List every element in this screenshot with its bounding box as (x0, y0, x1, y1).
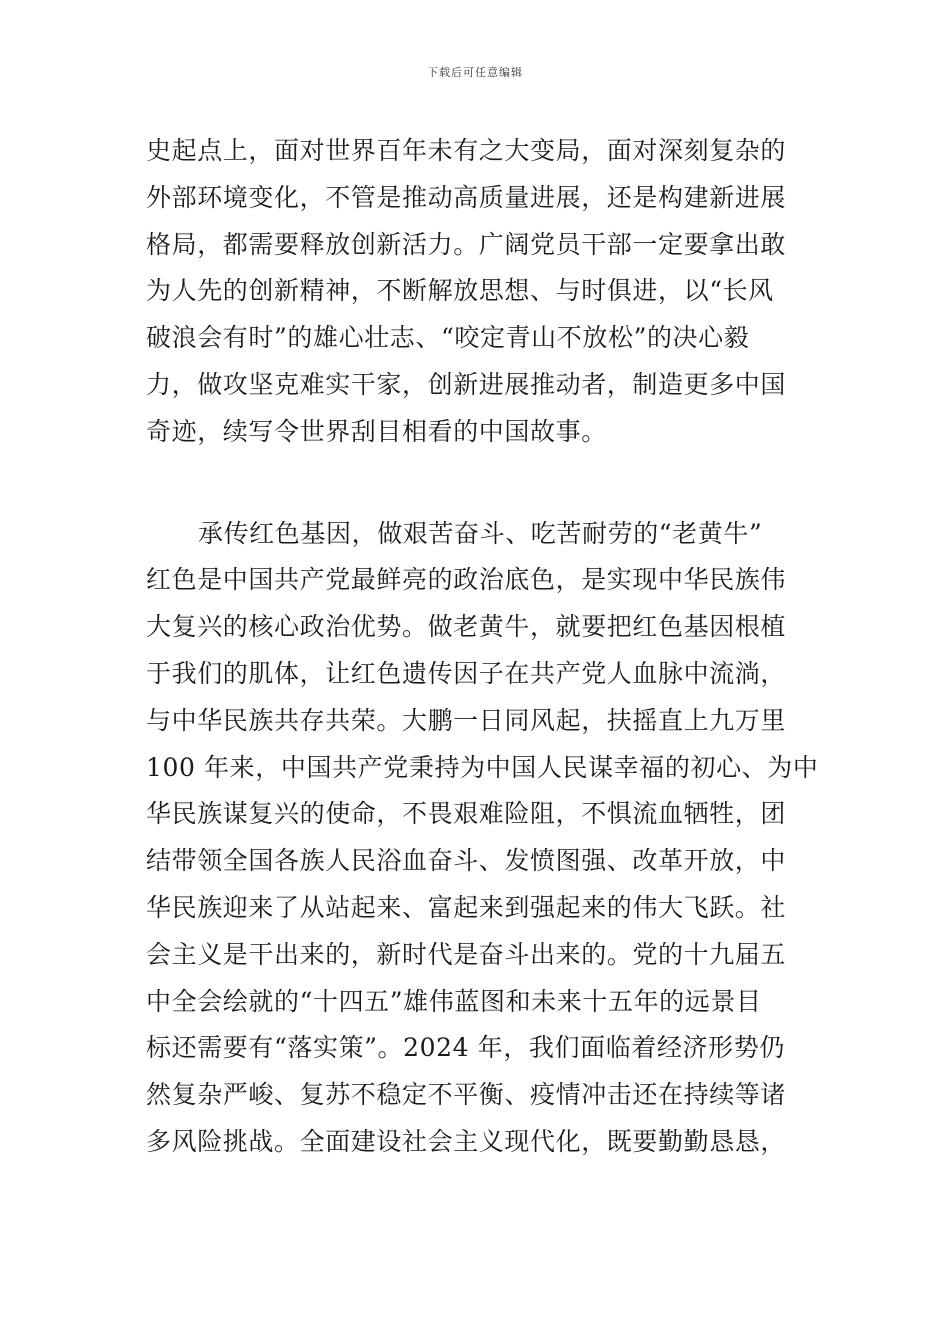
text-line: 外部环境变化，不管是推动高质量进展，还是构建新进展 (146, 182, 787, 212)
text-line: 力，做攻坚克难实干家，创新进展推动者，制造更多中国 (146, 369, 787, 399)
text-line: 华民族谋复兴的使命，不畏艰难险阻，不惧流血牺牲，团 (146, 799, 787, 829)
text-line: 结带领全国各族人民浴血奋斗、发愤图强、改革开放，中 (146, 846, 787, 876)
text-line: 于我们的肌体，让红色遗传因子在共产党人血脉中流淌， (146, 658, 787, 688)
text-line: 然复杂严峻、复苏不稳定不平衡、疫情冲击还在持续等诸 (146, 1080, 787, 1110)
text-line: 红色是中国共产党最鲜亮的政治底色，是实现中华民族伟 (146, 565, 787, 595)
text-line: 大复兴的核心政治优势。做老黄牛，就要把红色基因根植 (146, 612, 787, 642)
text-line: 史起点上，面对世界百年未有之大变局，面对深刻复杂的 (146, 136, 787, 165)
text-line: 标还需要有“落实策”。2024 年，我们面临着经济形势仍 (146, 1033, 785, 1063)
paragraph-1 (146, 128, 806, 456)
text-line: 破浪会有时”的雄心壮志、“咬定青山不放松”的决心毅 (146, 323, 750, 353)
page-header: 下载后可任意编辑 (427, 66, 523, 79)
text-line: 会主义是干出来的，新时代是奋斗出来的。党的十九届五 (146, 939, 787, 969)
text-line: 为人先的创新精神，不断解放思想、与时俱进，以“长风 (146, 276, 774, 306)
text-line: 华民族迎来了从站起来、富起来到强起来的伟大飞跃。社 (146, 892, 787, 922)
text-line: 与中华民族共存共荣。大鹏一日同风起，扶摇直上九万里 (146, 705, 787, 735)
text-line: 中全会绘就的“十四五”雄伟蓝图和未来十五年的远景目 (146, 986, 762, 1016)
paragraph-2 (146, 511, 819, 1166)
text-line: 100 年来，中国共产党秉持为中国人民谋幸福的初心、为中 (146, 752, 819, 782)
text-line: 格局，都需要释放创新活力。广阔党员干部一定要拿出敢 (146, 229, 787, 259)
document-body (146, 128, 819, 1166)
section-heading-line: 承传红色基因，做艰苦奋斗、吃苦耐劳的“老黄牛” (198, 518, 763, 548)
text-line: 奇迹，续写令世界刮目相看的中国故事。 (146, 416, 607, 446)
text-line: 多风险挑战。全面建设社会主义现代化，既要勤勤恳恳， (146, 1126, 787, 1156)
paragraph-gap (146, 456, 806, 511)
